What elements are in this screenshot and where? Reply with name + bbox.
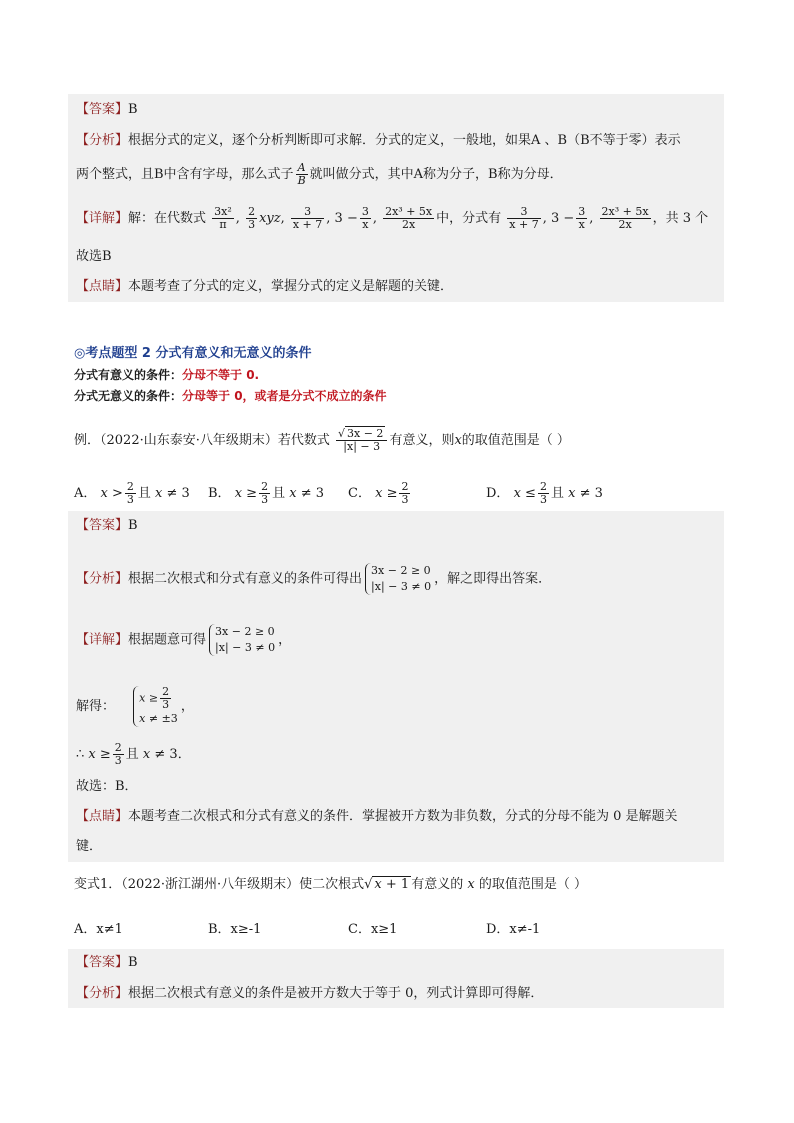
point-text: 本题考查了分式的定义，掌握分式的定义是解题的关键． <box>128 279 454 294</box>
variant-option-c-label: C．x≥1 <box>348 922 398 937</box>
example-suffix: 有意义，则 <box>389 433 455 448</box>
condition-meaningless-text: 分母等于 0，或者是分式不成立的条件 <box>182 389 387 403</box>
variant-answer-value: B <box>128 955 138 970</box>
point-line <box>76 278 453 296</box>
conclude-text: 故选B <box>76 249 112 264</box>
variant-option-b-label: B．x≥-1 <box>208 922 262 937</box>
example-solve-label: 解得： <box>76 699 116 714</box>
variant-answer-tag: 【答案】 <box>76 955 129 970</box>
variant-option-d[interactable] <box>486 918 540 937</box>
example-option-d[interactable]: D． x ≤ $\frac{2}{3}$ 且 x ≠ 3 <box>486 480 603 506</box>
example-analysis-tag: 【分析】 <box>76 571 129 587</box>
example-point-text-2: 键． <box>76 839 103 854</box>
variant-suffix: 有意义的 <box>411 877 464 892</box>
condition-meaningful-label: 分式有意义的条件： <box>74 368 183 382</box>
example-point-text-1: 本题考查二次根式和分式有意义的条件．掌握被开方数为非负数，分式的分母不能为 0 是解题关 <box>128 809 678 824</box>
example-option-a[interactable]: A． x > $\frac{2}{3}$ 且 x ≠ 3 <box>74 480 190 506</box>
analysis-text-2b: 就叫做分式，其中A称为分子，B称为分母． <box>309 167 563 182</box>
variant-suffix-2: 的取值范围是（ ） <box>478 877 587 892</box>
example-option-b[interactable]: B． x ≥ $\frac{2}{3}$ 且 x ≠ 3 <box>208 480 324 506</box>
variant-option-c[interactable] <box>348 918 397 937</box>
detail-line: 【详解】解：在代数式 $\frac{\text{3x²}}{\pi}$ , $\frac{2}{3}$ xyz, $\frac{3}{x + 7}$ , 3 − $\frac{3}{x}$ , $\frac{\text{2x³ + 5x}}{2x}$ 中，分式有 $\frac{3}{x + 7}$ , 3 − $\frac{3}{x}$ , $\frac{\text{2x³ + 5x}}{2x}$ ，共 3 个 <box>76 205 709 231</box>
variant-option-a[interactable] <box>74 918 123 937</box>
example-analysis <box>76 563 551 595</box>
condition-meaningless <box>74 387 387 406</box>
example-point-tag: 【点睛】 <box>76 809 129 824</box>
condition-meaningless-label: 分式无意义的条件： <box>74 389 183 403</box>
expr-3x2-over-pi: $\frac{\text{3x²}}{\pi}$ <box>214 205 232 231</box>
detail-text-b: 中，分式有 <box>436 211 502 226</box>
example-point-1 <box>76 808 678 826</box>
example-analysis-text-a: 根据二次根式和分式有意义的条件可得出 <box>128 571 363 587</box>
fraction-denominator: B <box>297 174 306 187</box>
result-poly-over-2x: $\frac{\text{2x³ + 5x}}{2x}$ <box>601 205 649 231</box>
condition-meaningful-text: 分母不等于 0. <box>182 368 260 382</box>
fraction-numerator: A <box>296 162 308 175</box>
inequality-system: 3x − 2 ≥ 0 |x| − 3 ≠ 0 <box>365 563 431 595</box>
variant-prefix: 变式1．（2022·浙江湖州·八年级期末）使二次根式 <box>74 877 365 892</box>
solution-system: x ≥ $\frac{2}{3}$ x ≠ ±3 <box>133 686 178 727</box>
detail-tag: 【详解】 <box>76 211 129 226</box>
analysis-text-1: 根据分式的定义，逐个分析判断即可求解．分式的定义，一般地，如果A 、B（B不等于零）表示 <box>128 133 681 148</box>
conclude-line <box>76 248 112 266</box>
option-c-label: C． <box>348 486 371 501</box>
analysis-tag: 【分析】 <box>76 133 129 148</box>
variant-option-d-label: D．x≠-1 <box>486 922 541 937</box>
example-expression: $\frac{√ 3x - 2}{|x| - 3}$ <box>336 428 387 453</box>
result-3-over-x7: $\frac{3}{x + 7}$ <box>509 205 539 231</box>
detail-text-c: ，共 3 个 <box>652 211 709 226</box>
example-suffix-2: 的取值范围是（ ） <box>461 433 570 448</box>
condition-meaningful <box>74 366 259 385</box>
section-title-text: ◎考点题型 2 分式有意义和无意义的条件 <box>74 346 312 361</box>
therefore-end: ． <box>177 747 191 762</box>
expr-poly-over-2x: $\frac{\text{2x³ + 5x}}{2x}$ <box>385 205 433 231</box>
analysis-line-1 <box>76 132 681 150</box>
example-question: 例．（2022·山东泰安·八年级期末）若代数式 $\frac{√ 3x - 2}{|x| - 3}$ 有意义，则x的取值范围是（ ） <box>74 427 570 453</box>
example-option-c[interactable]: C． x ≥ $\frac{2}{3}$ <box>348 480 409 506</box>
analysis-text-2a: 两个整式，且B中含有字母，那么式子 <box>76 167 294 182</box>
expr-3-over-x7: $\frac{3}{x + 7}$ <box>292 205 323 231</box>
example-analysis-text-b: ，解之即得出答案． <box>434 571 552 587</box>
example-solve: 解得： x ≥ $\frac{2}{3}$ x ≠ ±3， <box>76 685 194 725</box>
analysis-line-2 <box>76 162 563 187</box>
expr-3-over-x: $\frac{3}{x}$ <box>361 205 369 231</box>
variant-analysis <box>76 985 543 1003</box>
example-detail-text: 根据题意可得 <box>128 632 207 648</box>
answer-line <box>76 101 138 119</box>
answer-box-1 <box>68 94 724 302</box>
example-answer-value: B <box>128 518 138 533</box>
section-title <box>74 345 311 363</box>
example-therefore: ∴ x ≥ $\frac{2}{3}$ 且 x ≠ 3． <box>76 741 191 767</box>
answer-value: B <box>128 102 138 117</box>
variant-analysis-text: 根据二次根式有意义的条件是被开方数大于等于 0，列式计算即可得解． <box>128 986 544 1001</box>
expr-2-over-3: $\frac{2}{3}$ <box>248 205 256 231</box>
example-detail-tag: 【详解】 <box>76 632 129 648</box>
example-prefix: 例．（2022·山东泰安·八年级期末）若代数式 <box>74 433 330 448</box>
variant-question: 变式1．（2022·浙江湖州·八年级期末）使二次根式√ x + 1 有意义的 x 的取值范围是（ ） <box>74 877 587 892</box>
point-tag: 【点睛】 <box>76 279 129 294</box>
answer-tag: 【答案】 <box>76 102 129 117</box>
result-3-over-x: $\frac{3}{x}$ <box>578 205 586 231</box>
example-detail: 【详解】根据题意可得3x − 2 ≥ 0 |x| − 3 ≠ 0 ， <box>76 625 292 654</box>
example-choose <box>76 778 138 796</box>
example-answer <box>76 517 138 535</box>
example-choose-text: 故选：B． <box>76 779 138 794</box>
variant-analysis-tag: 【分析】 <box>76 986 129 1001</box>
detail-text-a: 解：在代数式 <box>128 211 207 226</box>
variant-option-b[interactable] <box>208 918 261 937</box>
example-point-2 <box>76 838 102 856</box>
variant-answer <box>76 954 138 972</box>
fraction-a-over-b <box>296 162 308 187</box>
option-a-label: A． <box>74 486 97 501</box>
example-answer-tag: 【答案】 <box>76 518 129 533</box>
variant-option-a-label: A．x≠1 <box>74 922 123 937</box>
option-b-label: B． <box>208 486 231 501</box>
detail-system: 3x − 2 ≥ 0 |x| − 3 ≠ 0 <box>209 624 275 656</box>
option-d-label: D． <box>486 486 510 501</box>
